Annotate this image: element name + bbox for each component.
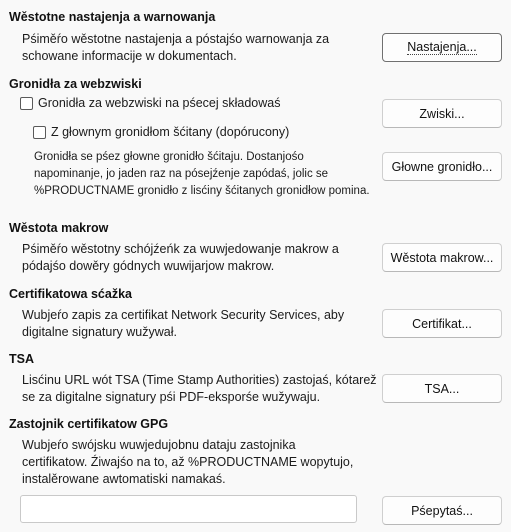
certificate-path-description <box>22 307 344 341</box>
macro-security-button[interactable] <box>382 243 502 272</box>
macro-security-description-line: pódajśo dowěry gódnych wuwijarjow makrow. <box>22 259 275 273</box>
macro-security-heading: Wěstota makrow <box>9 221 109 235</box>
tsa-description <box>22 372 377 406</box>
tsa-description-line: Lisćinu URL wót TSA (Time Stamp Authorities) zastojaś, kótarež <box>22 373 377 387</box>
security-options-button-label: Nastajenja... <box>407 40 477 54</box>
tsa-description-line: se za digitalne signatury pśi PDF-eksporśe wužywaju. <box>22 390 321 404</box>
macro-security-description <box>22 241 339 275</box>
security-options-description-line: Pśiměŕo wěstotne nastajenja a póstajśo warnowanja za <box>22 32 330 46</box>
master-password-button-label: Głowne gronidło... <box>391 159 493 174</box>
master-password-checkbox[interactable] <box>33 126 46 139</box>
tsa-heading: TSA <box>9 352 34 366</box>
gpg-browse-button-label: Pśepytaś... <box>411 503 473 518</box>
security-options-heading: Wěstotne nastajenja a warnowanja <box>9 10 216 24</box>
connections-button-label: Zwiski... <box>419 106 465 121</box>
master-password-note-line: %PRODUCTNAME gronidło z lisćiny šćitanych gronidłow pomina. <box>34 185 370 197</box>
certificate-button-label: Certifikat... <box>412 316 472 331</box>
certificate-path-heading: Certifikatowa sćažka <box>9 287 132 301</box>
master-password-note-line: napominanje, jo jaden raz na pósejźenje zapódaś, jolic se <box>34 168 329 180</box>
security-options-description-line: schowane informacije w dokumentach. <box>22 49 237 63</box>
master-password-label[interactable]: Z głownym gronidłom šćitany (dopórucony) <box>51 125 290 139</box>
macro-security-button-label: Wěstota makrow... <box>390 250 494 265</box>
gpg-manager-description-line: Wubjeŕo swójsku wuwjedujobnu dataju zastojnika <box>22 438 296 452</box>
gpg-manager-description-line: certifikatow. Źiwajśo na to, až %PRODUCTNAME wopytujo, <box>22 455 354 469</box>
master-password-button[interactable] <box>382 152 502 181</box>
persist-passwords-checkbox[interactable] <box>20 97 33 110</box>
tsa-button[interactable] <box>382 374 502 403</box>
security-options-description <box>22 31 329 65</box>
master-password-note <box>34 149 370 200</box>
gpg-manager-description-line: instalěrowane awtomatiski namakaś. <box>22 472 226 486</box>
gpg-manager-heading: Zastojnik certifikatow GPG <box>9 417 169 431</box>
security-options-button[interactable] <box>382 33 502 62</box>
gpg-manager-description <box>22 437 353 488</box>
persist-passwords-label[interactable]: Gronidła za webzwiski na pśecej składowaś <box>38 96 281 110</box>
macro-security-description-line: Pśiměŕo wěstotny schójźeńk za wuwjedowanje makrow a <box>22 242 339 256</box>
gpg-browse-button[interactable] <box>382 496 502 525</box>
certificate-button[interactable] <box>382 309 502 338</box>
certificate-path-description-line: Wubjeŕo zapis za certifikat Network Security Services, aby <box>22 308 345 322</box>
master-password-note-line: Gronidła se pśez głowne gronidło šćitaju. Dostanjośo <box>34 151 304 163</box>
gpg-manager-path-input[interactable] <box>20 495 357 523</box>
web-passwords-heading: Gronidła za webzwiski <box>9 77 142 91</box>
tsa-button-label: TSA... <box>424 381 460 396</box>
connections-button[interactable] <box>382 99 502 128</box>
certificate-path-description-line: digitalne signatury wužywał. <box>22 325 177 339</box>
